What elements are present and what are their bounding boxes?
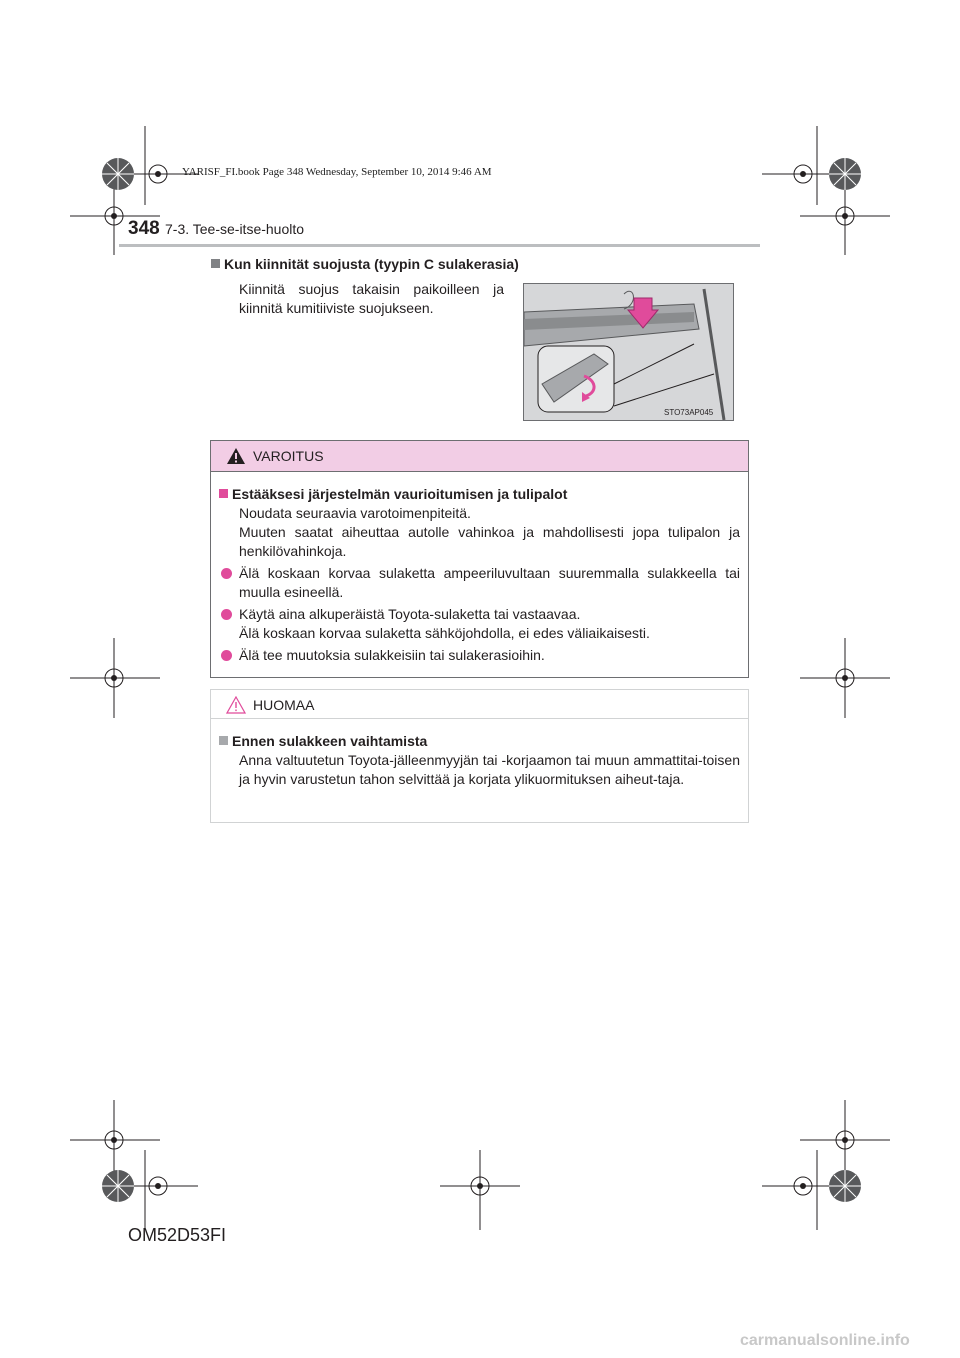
notice-heading-text: Ennen sulakkeen vaihtamista	[232, 733, 428, 749]
warning-bullet-1-text: Älä koskaan korvaa sulaketta ampeeriluvultaan suuremmalla sulakkeella tai muulla esineellä.	[239, 565, 740, 600]
bullet-dot-icon	[221, 568, 232, 579]
warning-bullet-3	[219, 646, 740, 665]
warning-bullet-1	[219, 564, 740, 602]
warning-heading-text: Estääksesi järjestelmän vaurioitumisen ja tulipalot	[232, 486, 568, 502]
warning-label: VAROITUS	[253, 448, 324, 464]
warning-heading	[219, 485, 740, 504]
caution-triangle-icon	[226, 696, 246, 714]
square-bullet-icon	[219, 736, 228, 745]
bullet-dot-icon	[221, 650, 232, 661]
warning-box	[210, 440, 749, 678]
notice-header	[211, 690, 748, 719]
book-stamp: YARISF_FI.book Page 348 Wednesday, September 10, 2014 9:46 AM	[182, 166, 492, 178]
warning-bullet-2	[219, 605, 740, 643]
page-number: 348	[128, 218, 160, 239]
warning-line-2: Muuten saatat aiheuttaa autolle vahinkoa ja mahdollisesti jopa tulipalon ja henkilövahinkoja.	[239, 524, 740, 559]
square-bullet-icon	[219, 489, 228, 498]
warning-line-1: Noudata seuraavia varotoimenpiteitä.	[239, 505, 471, 521]
notice-box	[210, 689, 749, 823]
notice-heading	[219, 732, 740, 751]
warning-bullet-2-text: Käytä aina alkuperäistä Toyota-sulaketta tai vastaavaa.	[239, 606, 581, 622]
figure-label: STO73AP045	[664, 408, 714, 417]
warning-bullet-2-line-2: Älä koskaan korvaa sulaketta sähköjohdolla, ei edes väliaikaisesti.	[239, 625, 650, 641]
square-bullet-icon	[211, 259, 220, 268]
watermark: carmanualsonline.info	[740, 1332, 910, 1349]
warning-header	[211, 441, 748, 472]
header-rule	[119, 244, 760, 247]
warning-triangle-icon	[226, 447, 246, 465]
bullet-dot-icon	[221, 609, 232, 620]
fuse-box-cover-illustration	[523, 283, 734, 421]
warning-bullet-3-text: Älä tee muutoksia sulakkeisiin tai sulakerasioihin.	[239, 647, 545, 663]
section-title: 7-3. Tee-se-itse-huolto	[165, 221, 305, 237]
subsection-heading	[211, 256, 519, 272]
subsection-title: Kun kiinnität suojusta (tyypin C sulakerasia)	[224, 256, 519, 272]
notice-text: Anna valtuutetun Toyota-jälleenmyyjän tai -korjaamon tai muun ammattitai-toisen ja hyvin varustetun tahon selvittää ja korjata ylikuormituksen aiheut-taja.	[239, 752, 740, 787]
footer-code: OM52D53FI	[128, 1225, 227, 1245]
notice-label: HUOMAA	[253, 697, 315, 713]
illustration-drawing	[524, 284, 733, 420]
subsection-text: Kiinnitä suojus takaisin paikoilleen ja kiinnitä kumitiiviste suojukseen.	[239, 281, 504, 316]
